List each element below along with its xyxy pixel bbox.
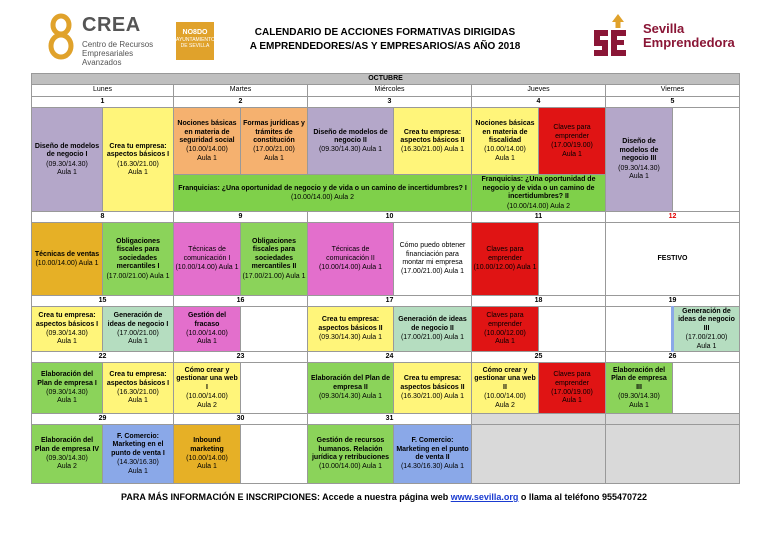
event-title: Generación de ideas de negocio I [107, 312, 169, 328]
event-cell[interactable] [606, 108, 673, 212]
event-title: Diseño de modelos de negocio II [313, 128, 388, 144]
event-cell[interactable] [241, 223, 308, 296]
event-cell[interactable] [472, 108, 539, 175]
event-room: Aula 1 [629, 401, 649, 409]
event-time: (10.00/14.00) Aula 2 [290, 194, 355, 202]
day-number: 30 [174, 414, 308, 425]
event-time: (16.30/21.00) [117, 160, 159, 168]
event-cell[interactable] [32, 307, 103, 352]
event-title: Obligaciones fiscales para sociedades mercantiles II [251, 237, 297, 271]
event-room: Aula 1 [128, 467, 148, 475]
day-number: 18 [472, 296, 606, 307]
event-cell[interactable] [241, 108, 308, 175]
day-number: 26 [606, 352, 740, 363]
event-title: Elaboración del Plan de empresa III [611, 367, 667, 391]
event-room: Aula 1 [197, 338, 217, 346]
event-cell[interactable] [32, 363, 103, 414]
event-title: Franquicias: ¿Una oportunidad de negocio y de vida o un camino de incertidumbres? I [178, 184, 467, 192]
event-cell[interactable] [174, 363, 241, 414]
event-title: Cómo crear y gestionar una web II [474, 367, 536, 391]
sevilla-emprendedora-name [643, 22, 735, 50]
event-time: (16.30/21.00) [117, 389, 159, 397]
ayuntamiento-logo [176, 22, 214, 60]
day-number: 2 [174, 97, 308, 108]
empty-cell [673, 363, 740, 414]
event-time: (10.00/14.00) Aula 2 [506, 202, 571, 210]
ayuntamiento-name: AYUNTAMIENTO DE SEVILLA [176, 37, 215, 49]
event-title: F. Comercio: Marketing en el punto de venta I [111, 433, 165, 457]
event-title: Claves para emprender [553, 371, 591, 387]
empty-cell [472, 425, 606, 484]
weekday-monday: Lunes [32, 85, 174, 97]
day-number: 8 [32, 212, 174, 223]
event-room: Aula 2 [197, 401, 217, 409]
event-cell[interactable] [539, 363, 606, 414]
event-time: (16.30/21.00) Aula 1 [400, 146, 465, 154]
event-room: Aula 1 [562, 150, 582, 158]
day-number: 19 [606, 296, 740, 307]
event-time: (09.30/14.30) Aula 1 [318, 393, 383, 401]
day-number-holiday: 12 [606, 212, 740, 223]
crea-logo-icon [44, 12, 78, 60]
event-title: Franquicias: ¿Una oportunidad de negocio y de vida o un camino de incertidumbres? II [481, 176, 596, 201]
event-title: Claves para emprender [486, 246, 524, 262]
event-room: Aula 1 [128, 168, 148, 176]
weekday-tuesday: Martes [174, 85, 308, 97]
event-room: Aula 1 [264, 154, 284, 162]
event-time: (10.00/14.00) [484, 146, 526, 154]
day-number: 17 [308, 296, 472, 307]
event-title: Crea tu empresa: aspectos básicos I [106, 142, 170, 159]
weekday-thursday: Jueves [472, 85, 606, 97]
event-cell[interactable] [606, 363, 673, 414]
title-line-2: A EMPRENDEDORES/AS Y EMPRESARIOS/AS AÑO 2018 [249, 41, 521, 52]
event-room: Aula 1 [197, 463, 217, 471]
day-number: 29 [32, 414, 174, 425]
event-time: (10.00/14.00) Aula 1 [318, 463, 383, 471]
event-cell[interactable] [174, 307, 241, 352]
event-time: (09.30/14.30) [46, 455, 88, 463]
event-time: (10.00/14.00) [186, 146, 228, 154]
event-cell[interactable] [308, 363, 394, 414]
event-title: Gestión del fracaso [187, 312, 227, 328]
event-title: Diseño de modelos de negocio I [34, 142, 100, 159]
event-cell[interactable] [32, 108, 103, 212]
day-number: 4 [472, 97, 606, 108]
event-cell[interactable] [103, 223, 174, 296]
event-time: (17.00/21.00) [685, 334, 728, 342]
event-room: Aula 1 [495, 154, 515, 162]
month-header: OCTUBRE [32, 74, 740, 85]
event-room: Aula 1 [57, 338, 77, 346]
event-cell[interactable] [308, 425, 394, 484]
footer-text: PARA MÁS INFORMACIÓN E INSCRIPCIONES: Accede a nuestra página web [121, 492, 451, 502]
event-cell[interactable] [32, 223, 103, 296]
day-number: 10 [308, 212, 472, 223]
event-time: (09.30/14.30) [618, 164, 660, 172]
event-time: (10.00/14.00) [186, 393, 228, 401]
event-time: (17.00/21.00) [117, 330, 159, 338]
event-title: Diseño de modelos de negocio III [619, 138, 659, 163]
event-time: (14.30/16.30) Aula 1 [400, 463, 465, 471]
event-cell[interactable] [394, 223, 472, 296]
event-room: Aula 1 [57, 397, 77, 405]
event-time: (09.30/14.30) [46, 389, 88, 397]
empty-cell [241, 425, 308, 484]
event-time: (17.00/21.00) Aula 1 [106, 272, 170, 280]
empty-cell [241, 363, 308, 414]
sevilla-emprendedora-logo-icon [590, 12, 630, 58]
event-title: Crea tu empresa: aspectos básicos II [318, 316, 383, 332]
event-title: Crea tu empresa: aspectos básicos I [106, 371, 170, 387]
empty-day-header [472, 414, 606, 425]
event-time: (10.00/14.00) Aula 1 [175, 264, 239, 272]
empty-day-header [606, 414, 740, 425]
event-title: Generación de ideas de negocio II [398, 316, 467, 332]
event-title: Elaboración del Plan de empresa I [37, 371, 97, 387]
event-title: Cómo crear y gestionar una web I [176, 367, 238, 391]
event-title: Claves para emprender [486, 312, 524, 328]
day-number: 23 [174, 352, 308, 363]
event-room: Aula 2 [495, 401, 515, 409]
day-number: 24 [308, 352, 472, 363]
ayuntamiento-mark: NO8DO [182, 29, 208, 36]
crea-title: CREA [82, 14, 141, 36]
day-number: 16 [174, 296, 308, 307]
day-number: 22 [32, 352, 174, 363]
event-cell[interactable] [103, 307, 174, 352]
page-header [0, 0, 768, 70]
event-title: Generación de ideas de negocio III [678, 308, 735, 332]
event-room: Aula 1 [495, 338, 515, 346]
footer-info [0, 492, 768, 502]
event-room: Aula 2 [57, 463, 77, 471]
empty-cell [241, 307, 308, 352]
event-time: (17.00/21.00) Aula 1 [242, 272, 306, 280]
event-room: Aula 1 [128, 397, 148, 405]
event-time: (10.00/14.00) Aula 1 [318, 264, 383, 272]
se-line-1: Sevilla [643, 21, 685, 36]
event-time: (17.00/21.00) [253, 146, 295, 154]
page-title [240, 26, 530, 54]
empty-cell [606, 307, 673, 352]
event-title: Técnicas de comunicación II [326, 246, 375, 262]
event-time: (09.30/14.30) [46, 160, 88, 168]
event-cell[interactable] [472, 307, 539, 352]
event-time: (10.00/12.00) Aula 1 [473, 264, 537, 272]
day-number: 3 [308, 97, 472, 108]
event-time: (09.30/14.30) [618, 393, 660, 401]
event-title: Gestión de recursos humanos. Relación jurídica y retribuciones [311, 437, 390, 462]
event-time: (09.30/14.30) Aula 1 [318, 146, 383, 154]
day-number: 1 [32, 97, 174, 108]
event-cell[interactable] [308, 307, 394, 352]
event-title: Nociones básicas en materia de fiscalidad [475, 120, 535, 144]
event-time: (17.00/19.00) [551, 142, 593, 150]
event-cell[interactable] [103, 363, 174, 414]
event-room: Aula 1 [197, 154, 217, 162]
event-time: (09.30/14.30) [46, 330, 88, 338]
empty-cell [673, 108, 740, 212]
event-title: Técnicas de ventas [34, 250, 100, 258]
event-title: Técnicas de comunicación I [183, 246, 231, 262]
event-room: Aula 1 [629, 173, 649, 181]
event-cell[interactable] [472, 223, 539, 296]
title-line-1: CALENDARIO DE ACCIONES FORMATIVAS DIRIGIDAS [254, 27, 516, 38]
event-room: Aula 1 [128, 338, 148, 346]
event-cell[interactable] [103, 108, 174, 212]
event-title: Inbound marketing [190, 437, 224, 453]
event-title: Crea tu empresa: aspectos básicos II [400, 128, 465, 144]
event-title: Elaboración del Plan de empresa II [311, 375, 390, 391]
event-time: (10.00/12.00) [484, 330, 526, 338]
se-line-2: Emprendedora [643, 35, 735, 50]
calendar-table [31, 73, 740, 484]
crea-subtitle: Centro de Recursos Empresariales Avanzados [82, 40, 154, 67]
event-room: Aula 1 [696, 342, 717, 350]
event-time: (16.30/21.00) Aula 1 [400, 393, 465, 401]
day-number: 25 [472, 352, 606, 363]
event-title: Crea tu empresa: aspectos básicos I [35, 312, 99, 328]
event-cell[interactable] [394, 108, 472, 175]
event-cell[interactable] [394, 425, 472, 484]
event-time: (17.00/21.00) Aula 1 [400, 268, 465, 276]
event-title: F. Comercio: Marketing en el punto de venta II [396, 437, 469, 462]
empty-cell [539, 223, 606, 296]
event-cell[interactable] [308, 223, 394, 296]
event-cell[interactable] [32, 425, 103, 484]
event-title: Claves para emprender [553, 124, 591, 140]
event-time: (14.30/16.30) [117, 459, 159, 467]
event-cell[interactable] [539, 108, 606, 175]
event-title: Cómo puedo obtener financiación para montar mi empresa [399, 242, 466, 266]
day-number: 31 [308, 414, 472, 425]
day-number: 11 [472, 212, 606, 223]
holiday-label: FESTIVO [606, 223, 740, 296]
event-title: Formas jurídicas y trámites de constitución [243, 120, 305, 144]
event-title: Elaboración del Plan de empresa IV [34, 437, 100, 453]
event-title: Crea tu empresa: aspectos básicos II [400, 375, 465, 391]
event-room: Aula 1 [562, 397, 582, 405]
event-title: Nociones básicas en materia de seguridad social [177, 120, 237, 144]
day-number: 5 [606, 97, 740, 108]
event-cell[interactable] [174, 108, 241, 175]
event-cell[interactable] [103, 425, 174, 484]
event-cell[interactable] [174, 425, 241, 484]
event-cell[interactable] [673, 307, 740, 352]
event-time: (17.00/21.00) Aula 1 [400, 334, 465, 342]
footer-phone-text: o llama al teléfono 955470722 [518, 492, 647, 502]
event-cell[interactable] [394, 307, 472, 352]
event-cell[interactable] [174, 175, 472, 212]
event-cell[interactable] [472, 175, 606, 212]
day-number: 9 [174, 212, 308, 223]
empty-cell [606, 425, 740, 484]
weekday-wednesday: Miércoles [308, 85, 472, 97]
empty-cell [539, 307, 606, 352]
event-time: (10.00/14.00) [484, 393, 526, 401]
event-room: Aula 1 [57, 168, 77, 176]
event-title: Obligaciones fiscales para sociedades mercantiles I [116, 237, 160, 271]
event-time: (10.00/14.00) Aula 1 [35, 260, 99, 267]
website-link[interactable]: www.sevilla.org [450, 492, 519, 502]
event-time: (09.30/14.30) Aula 1 [318, 334, 383, 342]
event-cell[interactable] [472, 363, 539, 414]
event-cell[interactable] [308, 108, 394, 175]
event-time: (10.00/14.00) [186, 455, 228, 463]
weekday-friday: Viernes [606, 85, 740, 97]
event-time: (10.00/14.00) [186, 330, 228, 338]
event-cell[interactable] [174, 223, 241, 296]
event-time: (17.00/19.00) [551, 389, 593, 397]
day-number: 15 [32, 296, 174, 307]
event-cell[interactable] [394, 363, 472, 414]
